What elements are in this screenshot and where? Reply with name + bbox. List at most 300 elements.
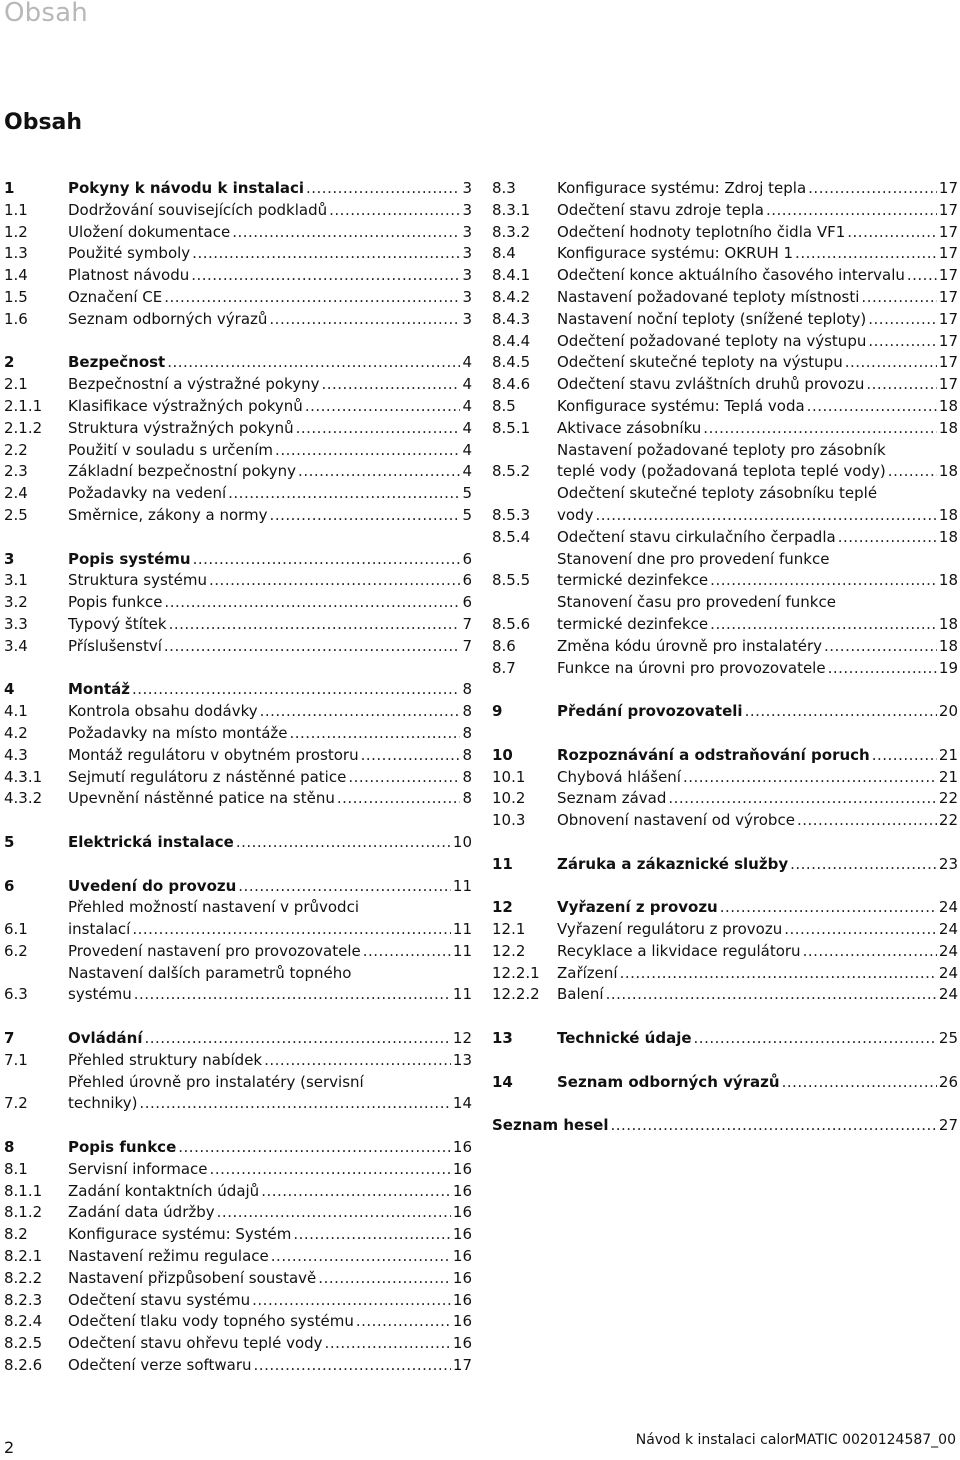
toc-entry-number: 2.4 bbox=[4, 484, 28, 503]
toc-entry-number: 12 bbox=[492, 898, 513, 917]
toc-entry-number: 8.2.2 bbox=[4, 1268, 43, 1287]
toc-entry[interactable] bbox=[4, 418, 472, 440]
toc-entry-page: 16 bbox=[452, 1225, 472, 1244]
toc-entry[interactable] bbox=[492, 396, 958, 418]
dot-leader bbox=[348, 767, 460, 789]
dot-leader bbox=[261, 1181, 451, 1203]
dot-leader bbox=[321, 374, 460, 396]
toc-entry-number: 6.1 bbox=[4, 920, 28, 939]
toc-entry[interactable] bbox=[492, 919, 958, 941]
toc-entry-number: 6.2 bbox=[4, 941, 28, 960]
toc-right-column bbox=[492, 178, 958, 1137]
dot-leader bbox=[164, 287, 460, 309]
toc-entry-title: teplé vody (požadovaná teplota teplé vody) bbox=[557, 462, 886, 481]
toc-entry[interactable] bbox=[4, 1072, 472, 1116]
toc-entry-number: 1.4 bbox=[4, 266, 28, 285]
toc-entry[interactable] bbox=[492, 701, 958, 723]
toc-entry[interactable] bbox=[492, 897, 958, 919]
dot-leader bbox=[720, 897, 937, 919]
toc-entry-page: 8 bbox=[462, 789, 472, 808]
toc-entry-number: 8.4.1 bbox=[492, 266, 531, 285]
toc-entry-number: 8.3.2 bbox=[492, 222, 531, 241]
toc-entry-number: 4.2 bbox=[4, 723, 28, 742]
dot-leader bbox=[606, 984, 937, 1006]
toc-entry[interactable] bbox=[492, 178, 958, 200]
toc-entry-number: 3.2 bbox=[4, 593, 28, 612]
dot-leader bbox=[132, 679, 461, 701]
toc-entry[interactable] bbox=[4, 505, 472, 527]
toc-entry-title: Montáž bbox=[68, 680, 130, 699]
toc-entry[interactable] bbox=[492, 374, 958, 396]
toc-entry-number: 8.2.1 bbox=[4, 1247, 43, 1266]
dot-leader bbox=[271, 1246, 451, 1268]
dot-leader bbox=[252, 1290, 451, 1312]
toc-entry-page: 24 bbox=[938, 985, 958, 1004]
toc-entry-page: 14 bbox=[452, 1094, 472, 1113]
toc-entry-number: 8.5.6 bbox=[492, 614, 531, 633]
toc-entry-title: Bezpečnostní a výstražné pokyny bbox=[68, 375, 320, 394]
dot-leader bbox=[868, 309, 937, 331]
toc-entry[interactable] bbox=[4, 483, 472, 505]
toc-entry-page: 18 bbox=[938, 527, 958, 546]
toc-entry-title: Ovládání bbox=[68, 1029, 143, 1048]
toc-entry[interactable] bbox=[4, 941, 472, 963]
toc-entry-number: 2.3 bbox=[4, 462, 28, 481]
toc-entry[interactable] bbox=[4, 636, 472, 658]
toc-entry[interactable] bbox=[492, 243, 958, 265]
toc-entry-title: Odečtení stavu zvláštních druhů provozu bbox=[557, 375, 865, 394]
dot-leader bbox=[703, 418, 937, 440]
toc-entry-title: instalací bbox=[68, 920, 131, 939]
toc-entry[interactable] bbox=[492, 331, 958, 353]
dot-leader bbox=[144, 1028, 450, 1050]
dot-leader bbox=[254, 1355, 451, 1377]
dot-leader bbox=[683, 767, 937, 789]
toc-entry-number: 1.1 bbox=[4, 200, 28, 219]
dot-leader bbox=[595, 505, 936, 527]
toc-entry-page: 12 bbox=[452, 1029, 472, 1048]
toc-entry-page: 24 bbox=[938, 898, 958, 917]
toc-entry[interactable] bbox=[4, 1050, 472, 1072]
toc-entry[interactable] bbox=[4, 788, 472, 810]
toc-entry-page: 8 bbox=[462, 767, 472, 786]
toc-entry[interactable] bbox=[492, 767, 958, 789]
toc-entry[interactable] bbox=[492, 636, 958, 658]
toc-entry[interactable] bbox=[4, 1311, 472, 1333]
toc-left-column bbox=[4, 178, 472, 1377]
toc-entry-page: 17 bbox=[938, 375, 958, 394]
toc-entry-title: Popis funkce bbox=[68, 593, 163, 612]
toc-entry-title: Kontrola obsahu dodávky bbox=[68, 702, 258, 721]
toc-entry-number: 7 bbox=[4, 1029, 15, 1048]
toc-entry[interactable] bbox=[492, 265, 958, 287]
toc-entry-number: 8.3.1 bbox=[492, 200, 531, 219]
toc-entry[interactable] bbox=[492, 810, 958, 832]
toc-entry-page: 13 bbox=[452, 1050, 472, 1069]
toc-entry-title: Konfigurace systému: Teplá voda bbox=[557, 396, 805, 415]
toc-entry-number: 8.5.5 bbox=[492, 571, 531, 590]
toc-entry-title: Konfigurace systému: Zdroj tepla bbox=[557, 179, 807, 197]
toc-entry-page: 3 bbox=[462, 200, 472, 219]
toc-entry-page: 11 bbox=[452, 920, 472, 939]
dot-leader bbox=[210, 1159, 451, 1181]
toc-entry[interactable] bbox=[4, 1137, 472, 1159]
dot-leader bbox=[782, 1072, 937, 1094]
toc-entry-title: Struktura systému bbox=[68, 571, 208, 590]
toc-entry[interactable] bbox=[4, 876, 472, 898]
toc-entry-number: 4.3 bbox=[4, 745, 28, 764]
toc-entry[interactable] bbox=[4, 309, 472, 331]
toc-entry-title: Zadání kontaktních údajů bbox=[68, 1181, 260, 1200]
dot-leader bbox=[847, 222, 937, 244]
toc-entry[interactable] bbox=[492, 222, 958, 244]
toc-entry-page: 21 bbox=[938, 767, 958, 786]
toc-entry-number: 2.2 bbox=[4, 440, 28, 459]
toc-entry-number: 8.3 bbox=[492, 179, 516, 197]
toc-entry[interactable] bbox=[4, 1268, 472, 1290]
toc-entry-page: 3 bbox=[462, 244, 472, 263]
toc-entry-number: 11 bbox=[492, 854, 513, 873]
toc-entry[interactable] bbox=[4, 767, 472, 789]
toc-entry[interactable] bbox=[4, 287, 472, 309]
dot-leader bbox=[356, 1311, 451, 1333]
toc-entry-number: 8.2.3 bbox=[4, 1290, 43, 1309]
toc-entry-title: Pokyny k návodu k instalaci bbox=[68, 179, 304, 197]
toc-entry[interactable] bbox=[4, 1028, 472, 1050]
toc-entry-title: vody bbox=[557, 505, 594, 524]
dot-leader bbox=[260, 701, 461, 723]
toc-entry-page: 10 bbox=[452, 832, 472, 851]
toc-entry[interactable] bbox=[4, 679, 472, 701]
dot-leader bbox=[710, 570, 937, 592]
toc-entry-page: 22 bbox=[938, 789, 958, 808]
toc-entry-page: 7 bbox=[462, 614, 472, 633]
toc-entry-title: Odečtení stavu ohřevu teplé vody bbox=[68, 1334, 323, 1353]
toc-entry-page: 3 bbox=[462, 266, 472, 285]
toc-entry[interactable] bbox=[4, 265, 472, 287]
page-number: 2 bbox=[4, 1438, 15, 1457]
dot-leader bbox=[745, 701, 937, 723]
dot-leader bbox=[134, 984, 451, 1006]
dot-leader bbox=[868, 331, 937, 353]
toc-entry-title: Klasifikace výstražných pokynů bbox=[68, 396, 303, 415]
toc-entry-title: Struktura výstražných pokynů bbox=[68, 418, 294, 437]
toc-entry-title: Servisní informace bbox=[68, 1159, 208, 1178]
toc-entry-title: Předání provozovateli bbox=[557, 702, 743, 721]
toc-entry-title: Zadání data údržby bbox=[68, 1203, 215, 1222]
toc-entry-title: Aktivace zásobníku bbox=[557, 418, 702, 437]
dot-leader bbox=[290, 723, 461, 745]
toc-entry-title: Požadavky na vedení bbox=[68, 484, 227, 503]
dot-leader bbox=[610, 1115, 936, 1137]
toc-entry-page: 4 bbox=[462, 375, 472, 394]
toc-entry-page: 17 bbox=[938, 331, 958, 350]
toc-entry-title: Směrnice, zákony a normy bbox=[68, 505, 268, 524]
toc-entry-number: 4.3.2 bbox=[4, 789, 43, 808]
toc-entry[interactable] bbox=[4, 1355, 472, 1377]
dot-leader bbox=[270, 505, 461, 527]
toc-entry[interactable] bbox=[492, 941, 958, 963]
toc-entry-title: Seznam hesel bbox=[492, 1116, 609, 1135]
toc-entry[interactable] bbox=[4, 440, 472, 462]
toc-entry[interactable] bbox=[4, 461, 472, 483]
toc-entry[interactable] bbox=[492, 549, 958, 593]
toc-entry-title: Změna kódu úrovně pro instalatéry bbox=[557, 636, 822, 655]
toc-entry-number: 8.1 bbox=[4, 1159, 28, 1178]
toc-entry[interactable] bbox=[4, 1181, 472, 1203]
toc-entry-page: 17 bbox=[938, 244, 958, 263]
toc-entry-page: 24 bbox=[938, 963, 958, 982]
toc-entry-title: Záruka a zákaznické služby bbox=[557, 854, 789, 873]
toc-entry-title: Základní bezpečnostní pokyny bbox=[68, 462, 297, 481]
toc-entry-page: 16 bbox=[452, 1159, 472, 1178]
toc-entry-title: Provedení nastavení pro provozovatele bbox=[68, 941, 361, 960]
toc-entry-title: Typový štítek bbox=[68, 614, 167, 633]
toc-entry-title: Seznam odborných výrazů bbox=[68, 309, 268, 328]
toc-entry[interactable] bbox=[4, 723, 472, 745]
dot-leader bbox=[363, 941, 451, 963]
toc-entry[interactable] bbox=[4, 352, 472, 374]
dot-leader bbox=[866, 374, 937, 396]
toc-entry-number: 14 bbox=[492, 1072, 513, 1091]
dot-leader bbox=[264, 1050, 451, 1072]
toc-entry[interactable] bbox=[492, 1115, 958, 1137]
toc-entry-number: 5 bbox=[4, 832, 15, 851]
toc-entry-page: 17 bbox=[938, 287, 958, 306]
toc-entry-number: 2.1 bbox=[4, 375, 28, 394]
toc-entry-number: 8.5 bbox=[492, 396, 516, 415]
toc-entry-page: 27 bbox=[938, 1116, 958, 1135]
toc-entry-number: 13 bbox=[492, 1029, 513, 1048]
toc-entry[interactable] bbox=[4, 1333, 472, 1355]
dot-leader bbox=[808, 178, 937, 200]
dot-leader bbox=[824, 636, 937, 658]
toc-entry[interactable] bbox=[492, 745, 958, 767]
toc-entry[interactable] bbox=[492, 418, 958, 440]
toc-entry-title: termické dezinfekce bbox=[557, 571, 709, 590]
dot-leader bbox=[164, 636, 461, 658]
toc-entry-title: Použité symboly bbox=[68, 244, 191, 263]
dot-leader bbox=[784, 919, 937, 941]
toc-entry[interactable] bbox=[4, 1224, 472, 1246]
toc-entry-number: 8.5.1 bbox=[492, 418, 531, 437]
toc-entry-page: 17 bbox=[938, 266, 958, 285]
toc-entry[interactable] bbox=[4, 963, 472, 1007]
toc-entry-page: 16 bbox=[452, 1312, 472, 1331]
toc-entry-title: Odečtení stavu cirkulačního čerpadla bbox=[557, 527, 836, 546]
toc-entry-number: 2.1.2 bbox=[4, 418, 43, 437]
toc-entry-page: 6 bbox=[462, 549, 472, 568]
dot-leader bbox=[888, 461, 937, 483]
toc-entry[interactable] bbox=[4, 200, 472, 222]
toc-entry[interactable] bbox=[4, 1159, 472, 1181]
dot-leader bbox=[192, 243, 460, 265]
toc-entry-page: 11 bbox=[452, 876, 472, 895]
toc-entry-number: 8 bbox=[4, 1138, 15, 1157]
toc-entry[interactable] bbox=[4, 549, 472, 571]
toc-entry-page: 11 bbox=[452, 985, 472, 1004]
toc-entry-title: Obnovení nastavení od výrobce bbox=[557, 811, 795, 830]
toc-entry[interactable] bbox=[492, 1028, 958, 1050]
toc-entry-number: 12.2 bbox=[492, 941, 526, 960]
toc-entry-page: 18 bbox=[938, 418, 958, 437]
toc-entry[interactable] bbox=[492, 200, 958, 222]
toc-entry-title: Odečtení tlaku vody topného systému bbox=[68, 1312, 354, 1331]
toc-entry-number: 2 bbox=[4, 353, 15, 372]
toc-entry-title: Uvedení do provozu bbox=[68, 876, 237, 895]
toc-entry-number: 10.3 bbox=[492, 811, 526, 830]
dot-leader bbox=[838, 527, 937, 549]
dot-leader bbox=[298, 461, 460, 483]
toc-entry-number: 8.6 bbox=[492, 636, 516, 655]
toc-entry[interactable] bbox=[4, 701, 472, 723]
toc-entry-page: 8 bbox=[462, 680, 472, 699]
toc-entry[interactable] bbox=[4, 1202, 472, 1224]
toc-entry[interactable] bbox=[4, 243, 472, 265]
toc-entry-title: Bezpečnost bbox=[68, 353, 166, 372]
toc-entry-number: 8.4.3 bbox=[492, 309, 531, 328]
toc-entry-page: 16 bbox=[452, 1290, 472, 1309]
toc-entry[interactable] bbox=[492, 984, 958, 1006]
toc-entry-page: 4 bbox=[462, 418, 472, 437]
toc-entry-title: Odečtení verze softwaru bbox=[68, 1356, 252, 1375]
dot-leader bbox=[872, 745, 937, 767]
toc-entry-page: 8 bbox=[462, 723, 472, 742]
toc-entry-number: 4.1 bbox=[4, 702, 28, 721]
toc-entry[interactable] bbox=[492, 854, 958, 876]
toc-entry-title: Nastavení režimu regulace bbox=[68, 1247, 269, 1266]
toc-entry-title-line: Nastavení dalších parametrů topného bbox=[68, 963, 352, 982]
dot-leader bbox=[238, 876, 451, 898]
dot-leader bbox=[209, 570, 460, 592]
toc-entry[interactable] bbox=[4, 897, 472, 941]
toc-entry-page: 3 bbox=[462, 222, 472, 241]
dot-leader bbox=[907, 265, 937, 287]
toc-entry-number: 3.3 bbox=[4, 614, 28, 633]
dot-leader bbox=[329, 200, 460, 222]
toc-entry-page: 16 bbox=[452, 1181, 472, 1200]
toc-entry-page: 22 bbox=[938, 811, 958, 830]
toc-entry-page: 4 bbox=[462, 396, 472, 415]
toc-entry-title: Vyřazení z provozu bbox=[557, 898, 718, 917]
toc-entry[interactable] bbox=[4, 374, 472, 396]
toc-entry-number: 9 bbox=[492, 702, 503, 721]
dot-leader bbox=[861, 287, 936, 309]
toc-entry-page: 3 bbox=[462, 179, 472, 197]
toc-entry-number: 8.2.4 bbox=[4, 1312, 43, 1331]
toc-entry[interactable] bbox=[4, 1290, 472, 1312]
toc-entry[interactable] bbox=[492, 287, 958, 309]
toc-entry-page: 21 bbox=[938, 745, 958, 764]
toc-entry-page: 5 bbox=[462, 505, 472, 524]
toc-entry[interactable] bbox=[4, 178, 472, 200]
toc-entry-number: 3.1 bbox=[4, 571, 28, 590]
dot-leader bbox=[337, 788, 461, 810]
toc-entry-page: 17 bbox=[938, 309, 958, 328]
toc-entry[interactable] bbox=[4, 570, 472, 592]
toc-entry-number: 12.2.1 bbox=[492, 963, 540, 982]
document-reference: Návod k instalaci calorMATIC 0020124587_00 bbox=[635, 1432, 956, 1448]
dot-leader bbox=[178, 1137, 451, 1159]
toc-entry-page: 19 bbox=[938, 658, 958, 677]
toc-entry[interactable] bbox=[4, 832, 472, 854]
toc-entry-number: 8.2.6 bbox=[4, 1356, 43, 1375]
toc-entry-title: Elektrická instalace bbox=[68, 832, 234, 851]
toc-entry-number: 1.2 bbox=[4, 222, 28, 241]
toc-entry[interactable] bbox=[492, 527, 958, 549]
toc-entry-page: 16 bbox=[452, 1247, 472, 1266]
toc-entry-title: Odečtení stavu systému bbox=[68, 1290, 251, 1309]
toc-entry[interactable] bbox=[492, 788, 958, 810]
dot-leader bbox=[306, 178, 460, 200]
toc-entry-page: 26 bbox=[938, 1072, 958, 1091]
toc-entry-number: 8.7 bbox=[492, 658, 516, 677]
toc-entry-title: Popis funkce bbox=[68, 1138, 177, 1157]
toc-entry-number: 8.2 bbox=[4, 1225, 28, 1244]
toc-entry[interactable] bbox=[492, 309, 958, 331]
toc-entry[interactable] bbox=[4, 614, 472, 636]
toc-entry-page: 8 bbox=[462, 702, 472, 721]
dot-leader bbox=[232, 222, 460, 244]
toc-entry[interactable] bbox=[492, 1072, 958, 1094]
toc-entry-number: 2.1.1 bbox=[4, 396, 43, 415]
toc-entry-number: 4.3.1 bbox=[4, 767, 43, 786]
toc-entry-title: Použití v souladu s určením bbox=[68, 440, 274, 459]
toc-entry-page: 16 bbox=[452, 1203, 472, 1222]
dot-leader bbox=[325, 1333, 451, 1355]
toc-entry[interactable] bbox=[4, 1246, 472, 1268]
toc-entry-number: 8.4.6 bbox=[492, 375, 531, 394]
toc-entry[interactable] bbox=[492, 483, 958, 527]
toc-entry-number: 7.2 bbox=[4, 1094, 28, 1113]
toc-entry[interactable] bbox=[492, 440, 958, 484]
toc-entry-number: 8.1.2 bbox=[4, 1203, 43, 1222]
toc-entry[interactable] bbox=[492, 658, 958, 680]
toc-entry-number: 4 bbox=[4, 680, 15, 699]
toc-entry-number: 12.2.2 bbox=[492, 985, 540, 1004]
dot-leader bbox=[694, 1028, 937, 1050]
dot-leader bbox=[620, 963, 937, 985]
toc-entry[interactable] bbox=[4, 396, 472, 418]
toc-entry-number: 10 bbox=[492, 745, 513, 764]
toc-entry[interactable] bbox=[4, 592, 472, 614]
toc-entry-number: 12.1 bbox=[492, 920, 526, 939]
toc-entry-page: 7 bbox=[462, 636, 472, 655]
page-title: Obsah bbox=[4, 110, 83, 135]
toc-entry-number: 8.1.1 bbox=[4, 1181, 43, 1200]
toc-entry-title: techniky) bbox=[68, 1094, 138, 1113]
dot-leader bbox=[169, 614, 461, 636]
toc-entry-number: 1.5 bbox=[4, 287, 28, 306]
toc-entry-title: Požadavky na místo montáže bbox=[68, 723, 288, 742]
toc-entry[interactable] bbox=[4, 745, 472, 767]
toc-entry-number: 8.4 bbox=[492, 244, 516, 263]
toc-entry-page: 17 bbox=[938, 222, 958, 241]
toc-entry-page: 20 bbox=[938, 702, 958, 721]
toc-entry-title: Chybová hlášení bbox=[557, 767, 681, 786]
toc-entry[interactable] bbox=[492, 592, 958, 636]
toc-entry[interactable] bbox=[492, 352, 958, 374]
dot-leader bbox=[803, 941, 937, 963]
toc-entry-title: Zařízení bbox=[557, 963, 618, 982]
toc-entry-number: 8.5.3 bbox=[492, 505, 531, 524]
toc-entry-title: Platnost návodu bbox=[68, 266, 190, 285]
dot-leader bbox=[217, 1202, 451, 1224]
toc-entry[interactable] bbox=[492, 963, 958, 985]
toc-entry-title: Technické údaje bbox=[557, 1029, 692, 1048]
toc-entry-page: 16 bbox=[452, 1334, 472, 1353]
toc-entry[interactable] bbox=[4, 222, 472, 244]
